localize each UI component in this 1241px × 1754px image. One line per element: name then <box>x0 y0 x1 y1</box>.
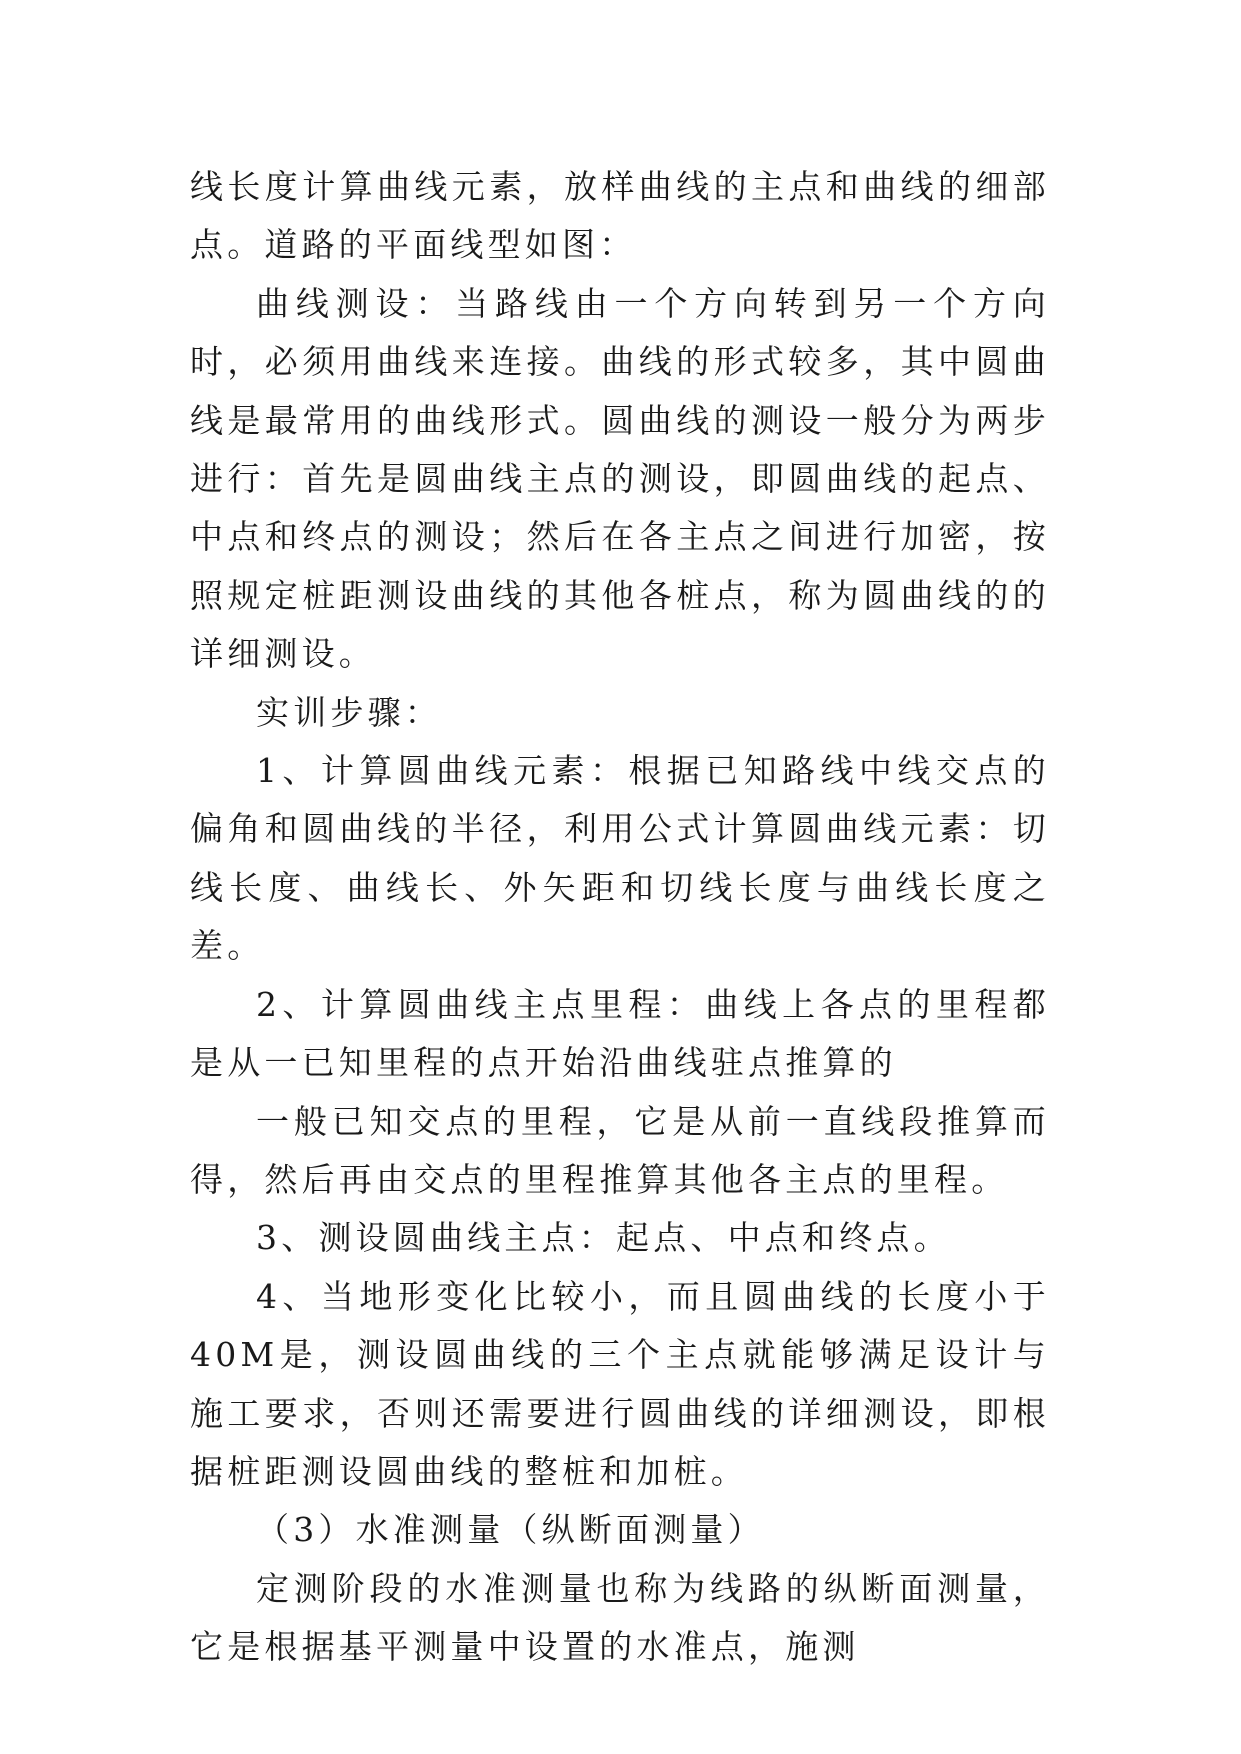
paragraph-step-3: 3、测设圆曲线主点：起点、中点和终点。 <box>256 1218 951 1258</box>
paragraph-step-1: 1、计算圆曲线元素：根据已知路线中线交点的偏角和圆曲线的半径，利用公式计算圆曲线元素：切线长度、曲线长、外矢距和切线长度与曲线长度之差。 <box>190 751 1050 966</box>
paragraph-leveling: 定测阶段的水准测量也称为线路的纵断面测量，它是根据基平测量中设置的水准点，施测 <box>190 1568 1050 1667</box>
document-body <box>190 158 1050 1677</box>
paragraph-step-2-continued: 一般已知交点的里程，它是从前一直线段推算而得，然后再由交点的里程推算其他各主点的里程。 <box>190 1101 1050 1199</box>
paragraph-curve-setting: 曲线测设：当路线由一个方向转到另一个方向时，必须用曲线来连接。曲线的形式较多，其中圆曲线是最常用的曲线形式。圆曲线的测设一般分为两步进行：首先是圆曲线主点的测设，即圆曲线的起点、中点和终点的测设；然后在各主点之间进行加密，按照规定桩距测设曲线的其他各桩点，称为圆曲线的的详细测设。 <box>190 283 1050 674</box>
section-heading-leveling: （3）水准测量（纵断面测量） <box>256 1510 765 1550</box>
paragraph-1: 线长度计算曲线元素，放样曲线的主点和曲线的细部点。道路的平面线型如图： <box>190 167 1050 265</box>
paragraph-training-steps-heading: 实训步骤： <box>256 692 442 732</box>
paragraph-step-2: 2、计算圆曲线主点里程：曲线上各点的里程都是从一已知里程的点开始沿曲线驻点推算的 <box>190 984 1050 1083</box>
paragraph-step-4: 4、当地形变化比较小，而且圆曲线的长度小于40M是，测设圆曲线的三个主点就能够满足设计与施工要求，否则还需要进行圆曲线的详细测设，即根据桩距测设圆曲线的整桩和加桩。 <box>190 1276 1050 1491</box>
